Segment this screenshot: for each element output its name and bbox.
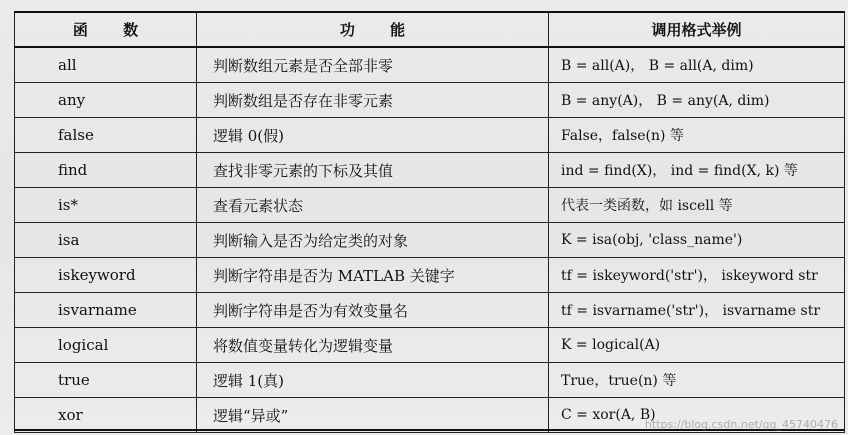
usage-example-cell: K = logical(A) <box>549 328 845 363</box>
usage-example-cell: 代表一类函数，如 iscell 等 <box>549 188 845 223</box>
usage-example-cell: tf = iskeyword('str')， iskeyword str <box>549 258 845 293</box>
table-row <box>15 328 845 363</box>
function-description-cell: 判断数组是否存在非零元素 <box>197 83 549 118</box>
function-name-cell: find <box>15 153 197 188</box>
function-description-cell: 逻辑 1(真) <box>197 363 549 398</box>
function-name-cell: isa <box>15 223 197 258</box>
usage-example-cell: True，true(n) 等 <box>549 363 845 398</box>
function-name-cell: true <box>15 363 197 398</box>
usage-example-cell: tf = isvarname('str')， isvarname str <box>549 293 845 328</box>
table-row <box>15 223 845 258</box>
function-description-cell: 查找非零元素的下标及其值 <box>197 153 549 188</box>
function-name-cell: is* <box>15 188 197 223</box>
table-body <box>15 47 845 433</box>
function-description-cell: 逻辑 0(假) <box>197 118 549 153</box>
function-name-cell: false <box>15 118 197 153</box>
usage-example-cell: B = all(A)， B = all(A, dim) <box>549 47 845 83</box>
usage-example-cell: B = any(A)， B = any(A, dim) <box>549 83 845 118</box>
function-name-cell: all <box>15 47 197 83</box>
usage-example-cell: ind = find(X)， ind = find(X, k) 等 <box>549 153 845 188</box>
table-row <box>15 188 845 223</box>
table-row <box>15 153 845 188</box>
table-row <box>15 258 845 293</box>
function-name-cell: isvarname <box>15 293 197 328</box>
function-description-cell: 将数值变量转化为逻辑变量 <box>197 328 549 363</box>
function-table <box>14 11 845 433</box>
usage-example-cell: False，false(n) 等 <box>549 118 845 153</box>
function-name-cell: iskeyword <box>15 258 197 293</box>
function-name-cell: logical <box>15 328 197 363</box>
table-row <box>15 363 845 398</box>
usage-example-cell: K = isa(obj, 'class_name') <box>549 223 845 258</box>
header-function: 函 数 <box>15 12 197 48</box>
watermark: https://blog.csdn.net/qq_45740476 <box>644 418 838 431</box>
function-description-cell: 判断输入是否为给定类的对象 <box>197 223 549 258</box>
function-name-cell: xor <box>15 398 197 433</box>
header-usage-example: 调用格式举例 <box>549 12 845 48</box>
table-row <box>15 47 845 83</box>
table-row <box>15 293 845 328</box>
table-row <box>15 83 845 118</box>
table-row <box>15 118 845 153</box>
header-description: 功 能 <box>197 12 549 48</box>
usage-example-cell: C = xor(A, B) <box>549 398 845 433</box>
function-description-cell: 判断数组元素是否全部非零 <box>197 47 549 83</box>
table-header-row <box>15 12 845 48</box>
function-name-cell: any <box>15 83 197 118</box>
function-description-cell: 判断字符串是否为有效变量名 <box>197 293 549 328</box>
function-description-cell: 查看元素状态 <box>197 188 549 223</box>
function-description-cell: 逻辑“异或” <box>197 398 549 433</box>
function-description-cell: 判断字符串是否为 MATLAB 关键字 <box>197 258 549 293</box>
